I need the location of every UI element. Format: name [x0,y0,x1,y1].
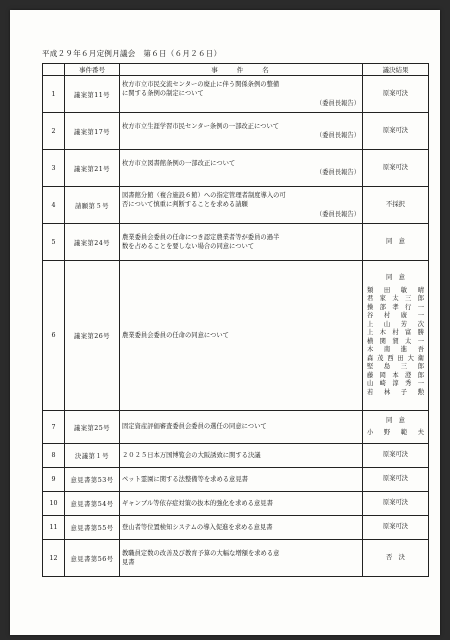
table-row [43,540,429,577]
appointee-name: 若林子勲 [367,388,424,396]
case-number: 意見書第56号 [65,540,120,577]
appointee-name: 谷村廣一 [367,312,424,319]
case-name [120,411,363,444]
result-cell [363,444,429,468]
result-cell [363,187,429,224]
table-row [43,492,429,516]
result-value: 原案可決 [382,451,409,459]
row-number: 10 [43,492,65,516]
result-stack [365,127,426,136]
table-row [43,76,429,113]
case-number: 議案第21号 [65,150,120,187]
table-row [43,444,429,468]
case-number: 決議第１号 [65,444,120,468]
result-value: 原案可決 [382,163,409,171]
result-stack [365,274,426,397]
case-name [120,113,363,150]
committee-report-note: （委員長報告） [315,132,360,139]
result-value: 不採択 [386,200,405,208]
appointee-name: 堅島三郎 [367,363,424,370]
result-value: 原案可決 [382,475,409,483]
case-name-line: 農業委員会委員の任命の同意について [122,331,229,339]
result-cell [363,516,429,540]
header-case-number: 事件番号 [65,64,120,76]
appointee-name: 上山芳次 [367,320,424,328]
case-name-line: 数を占めることを要しない場合の同意について [122,243,255,250]
row-number: 2 [43,113,65,150]
appointee-name: 森茂西田大衛 [367,354,424,362]
case-name-line: 固定資産評価審査委員会委員の選任の同意について [122,423,267,431]
appointee-name: 木南進吾 [367,346,424,353]
table-row [43,150,429,187]
table-row [43,113,429,150]
appointee-name: 山崎淳秀一 [367,380,424,387]
case-name [120,224,363,261]
result-stack [365,499,426,508]
committee-report-note: （委員長報告） [315,210,360,218]
header-result: 議決結果 [363,64,429,76]
resolution-table [42,63,429,577]
committee-report-note: （委員長報告） [315,99,360,107]
case-name [120,468,363,492]
case-name-line: 図書館分館（複合施設６館）への指定管理者制度導入の可 [122,192,286,200]
case-name [120,444,363,468]
result-value: 原案可決 [382,523,409,531]
case-name-line: 枚方市立生涯学習市民センター条例の一部改正について [122,122,280,130]
result-stack [365,451,426,460]
case-name [120,540,363,577]
table-row [43,187,429,224]
appointee-name: 上木村富勝 [367,329,424,336]
appointee-name: 藤岡本澄郎 [367,371,424,379]
row-number: 6 [43,261,65,411]
result-cell [363,150,429,187]
case-name [120,76,363,113]
header-case-name: 事 件 名 [120,64,363,76]
result-stack [365,164,426,173]
appointee-name: 小野範夫 [367,429,424,436]
row-number: 1 [43,76,65,113]
appointee-list [365,429,426,438]
result-cell [363,492,429,516]
result-stack [365,201,426,210]
case-number: 議案第26号 [65,261,120,411]
result-value: 同 意 [386,416,405,424]
result-cell [363,113,429,150]
case-number: 意見書第55号 [65,516,120,540]
case-name [120,150,363,187]
row-number: 11 [43,516,65,540]
row-number: 9 [43,468,65,492]
result-stack [365,475,426,484]
result-stack [365,417,426,438]
case-name-line: 枚方市立市民交流センターの廃止に伴う関係条例の整備 [122,81,280,89]
result-stack [365,90,426,99]
committee-report-note: （委員長報告） [315,169,360,176]
row-number: 7 [43,411,65,444]
case-name [120,187,363,224]
case-name [120,492,363,516]
appointee-name: 操部孝行一 [367,303,424,311]
appointee-name: 君家太三郎 [367,295,424,302]
case-number: 議案第11号 [65,76,120,113]
result-stack [365,238,426,247]
result-value: 否 決 [386,553,405,561]
case-number: 議案第25号 [65,411,120,444]
header-blank [43,64,65,76]
page-heading: 平成２９年６月定例月議会 第６日（６月２６日） [42,49,222,58]
case-number: 議案第17号 [65,113,120,150]
table-row [43,516,429,540]
case-name [120,261,363,411]
result-value: 原案可決 [382,499,409,507]
case-name-line: 見書 [122,559,135,566]
case-name-line: 枚方市立図書館条例の一部改正について [122,159,236,167]
row-number: 8 [43,444,65,468]
table-row [43,411,429,444]
row-number: 3 [43,150,65,187]
case-number: 請願第５号 [65,187,120,224]
case-name-line: 教職員定数の改善及び教育予算の大幅な増額を求める意 [122,549,280,557]
result-cell [363,411,429,444]
row-number: 4 [43,187,65,224]
case-number: 意見書第53号 [65,468,120,492]
result-value: 同 意 [386,274,405,281]
result-value: 原案可決 [382,126,409,134]
appointee-list [365,287,426,398]
appointee-name: 横関賀太一 [367,337,424,345]
case-name-line: 否について慎重に判断することを求める請願 [122,201,248,209]
result-value: 原案可決 [382,89,409,97]
result-stack [365,554,426,563]
case-name-line: ペット霊園に関する法整備等を求める意見書 [122,475,248,483]
table-row [43,224,429,261]
result-value: 同 意 [386,237,405,245]
case-name-line: に関する条例の制定について [122,90,204,98]
result-cell [363,224,429,261]
case-number: 意見書第54号 [65,492,120,516]
case-number: 議案第24号 [65,224,120,261]
case-name [120,516,363,540]
row-number: 5 [43,224,65,261]
result-cell [363,540,429,577]
result-cell [363,468,429,492]
appointee-name: 類田敏晴 [367,286,424,294]
result-cell [363,76,429,113]
table-row [43,261,429,411]
row-number: 12 [43,540,65,577]
case-name-line: ギャンブル等依存症対策の抜本的強化を求める意見書 [122,499,273,507]
table-row [43,468,429,492]
table-header-row [43,64,429,76]
case-name-line: 登山者等位置検知システムの導入促進を求める意見書 [122,523,273,531]
result-cell [363,261,429,411]
case-name-line: ２０２５日本万国博覧会の大阪誘致に関する決議 [122,451,261,459]
result-stack [365,523,426,532]
case-name-line: 農業委員会委員の任命につき認定農業者等が委員の過半 [122,233,280,241]
document-page [10,10,440,635]
